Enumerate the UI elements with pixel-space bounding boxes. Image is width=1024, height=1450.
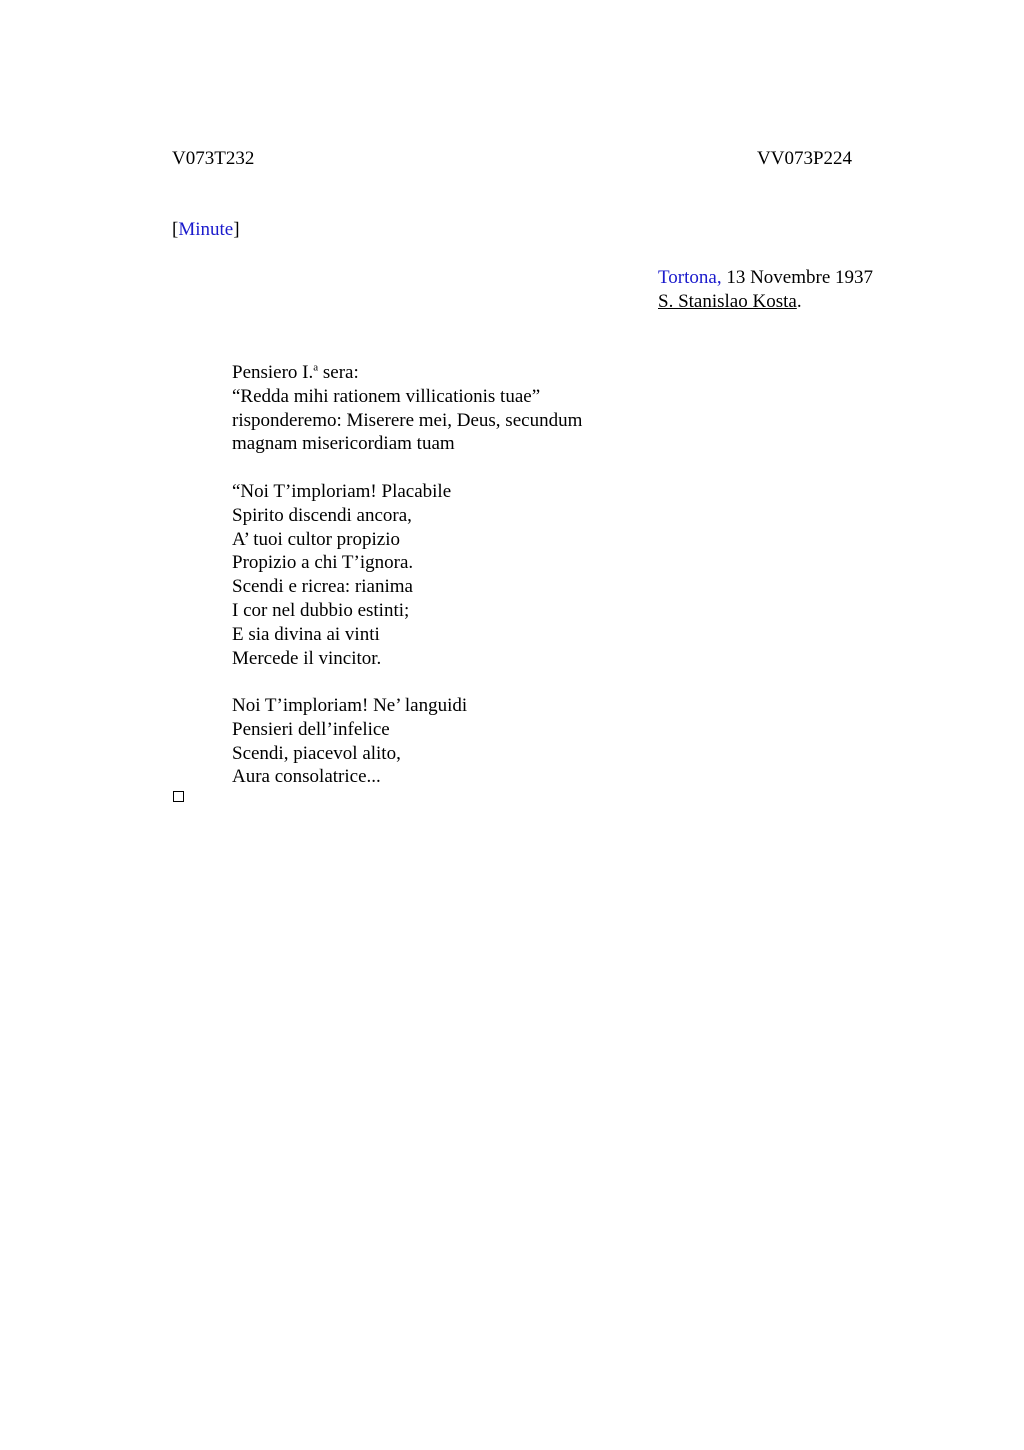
document-type-label: Minute (178, 219, 234, 240)
verse-line: Mercede il vincitor. (232, 647, 382, 669)
checkbox-icon[interactable] (173, 791, 184, 802)
verse-line: E sia divina ai vinti (232, 623, 380, 645)
verse-line: Pensieri dell’infelice (232, 718, 390, 740)
thought-line: “Redda mihi rationem villicationis tuae” (232, 385, 541, 407)
dateline (658, 267, 873, 289)
thought-block (232, 361, 582, 456)
verse-line: I cor nel dubbio estinti; (232, 599, 410, 621)
dateline-saint-line (658, 291, 802, 313)
verse-line: Scendi e ricrea: rianima (232, 576, 413, 598)
dateline-date: 13 Novembre 1937 (721, 267, 874, 288)
stanza-1 (232, 480, 451, 670)
verse-line: Propizio a chi T’ignora. (232, 552, 414, 574)
verse-line: Scendi, piacevol alito, (232, 742, 401, 764)
stanza-2 (232, 694, 467, 789)
document-type (172, 219, 240, 241)
close-bracket: ] (233, 219, 240, 240)
document-code-left: V073T232 (172, 148, 255, 169)
verse-line: “Noi T’imploriam! Placabile (232, 481, 452, 502)
verse-line: Spirito discendi ancora, (232, 504, 412, 526)
thought-line: magnam misericordiam tuam (232, 433, 455, 455)
open-bracket: [ (172, 219, 179, 240)
thought-title: Pensiero I.$^a$ sera: (232, 361, 359, 383)
dateline-place: Tortona, (658, 267, 722, 288)
dateline-saint-suffix: . (796, 291, 802, 312)
thought-line: risponderemo: Miserere mei, Deus, secundum (232, 409, 583, 431)
verse-line: Aura consolatrice... (232, 766, 381, 788)
verse-line: Noi T’imploriam! Ne’ languidi (232, 695, 468, 716)
dateline-saint: S. Stanislao Kosta (658, 291, 797, 312)
document-code-right: VV073P224 (757, 148, 853, 169)
verse-line: A’ tuoi cultor propizio (232, 528, 400, 550)
